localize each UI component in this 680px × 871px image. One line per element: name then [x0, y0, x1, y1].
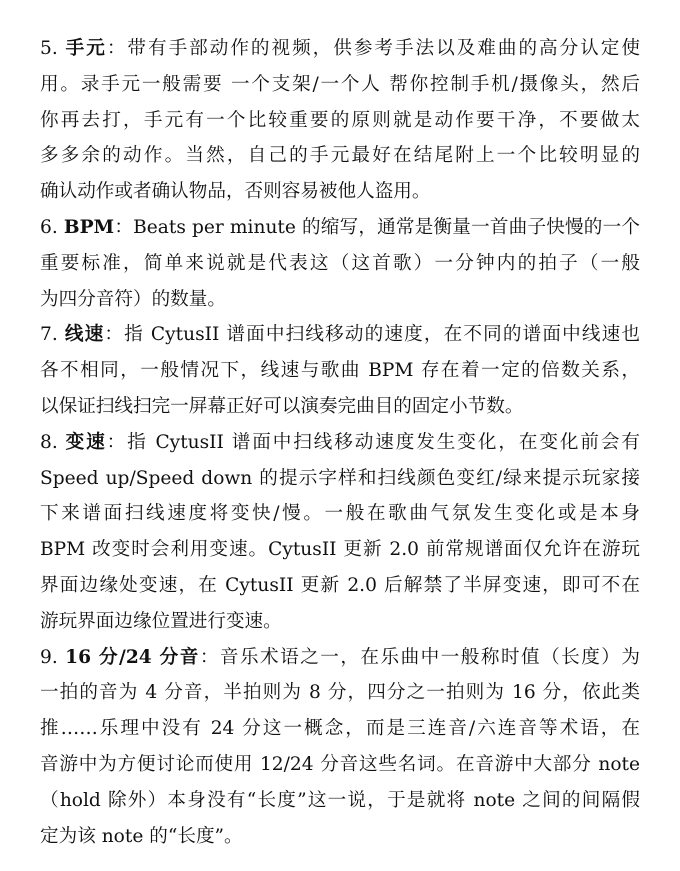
section-5-line-2: 用。录手元一般需要 一个支架/一个人 帮你控制手机/摄像头，然后	[40, 73, 640, 95]
section-9	[40, 640, 640, 855]
section-9-line-5: （hold 除外）本身没有“长度”这一说，于是就将 note 之间的间隔假	[40, 789, 640, 811]
section-5-line-5: 确认动作或者确认物品，否则容易被他人盗用。	[40, 181, 431, 203]
section-5-line-1	[40, 31, 640, 67]
section-number: 6.	[40, 216, 58, 238]
section-term: 16 分/24 分音	[65, 646, 200, 668]
section-text: ：Beats per minute 的缩写，通常是衡量一首曲子快慢的一个	[114, 216, 640, 238]
section-5-line-3: 你再去打，手元有一个比较重要的原则就是动作要干净，不要做太	[40, 109, 640, 131]
section-number: 5.	[40, 38, 58, 59]
section-5-line-4: 多多余的动作。当然，自己的手元最好在结尾附上一个比较明显的	[40, 145, 640, 167]
section-term: 线速	[64, 324, 105, 346]
section-8-line-2: Speed up/Speed down 的提示字样和扫线颜色变红/绿来提示玩家接	[40, 467, 640, 489]
section-9-line-2: 一拍的音为 4 分音，半拍则为 8 分，四分之一拍则为 16 分，依此类	[40, 682, 640, 704]
section-text: ：指 CytusII 谱面中扫线移动的速度，在不同的谱面中线速也	[104, 324, 640, 346]
section-number: 9.	[40, 646, 58, 668]
section-8-line-6: 游玩界面边缘位置进行变速。	[40, 610, 282, 632]
section-9-line-1	[40, 640, 640, 676]
section-8-line-5: 界面边缘处变速，在 CytusII 更新 2.0 后解禁了半屏变速，即可不在	[40, 574, 640, 596]
section-term: BPM	[63, 216, 115, 238]
section-number: 8.	[40, 431, 58, 453]
section-text: ：音乐术语之一，在乐曲中一般称时值（长度）为	[199, 646, 640, 668]
section-text: ：指 CytusII 谱面中扫线移动速度发生变化，在变化前会有	[106, 431, 640, 453]
section-8-line-1	[40, 425, 640, 461]
section-6-line-3: 为四分音符）的数量。	[40, 288, 226, 310]
section-6-line-2: 重要标准，简单来说就是代表这（这首歌）一分钟内的拍子（一般	[40, 252, 640, 274]
section-9-line-4: 音游中为方便讨论而使用 12/24 分音这些名词。在音游中大部分 note	[40, 753, 640, 775]
section-text: ：带有手部动作的视频，供参考手法以及难曲的高分认定使	[106, 38, 640, 59]
section-7	[40, 317, 640, 424]
section-8	[40, 425, 640, 640]
section-7-line-1	[40, 317, 640, 353]
section-7-line-2: 各不相同，一般情况下，线速与歌曲 BPM 存在着一定的倍数关系，	[40, 360, 640, 382]
section-5	[40, 31, 640, 210]
section-8-line-4: BPM 改变时会利用变速。CytusII 更新 2.0 前常规谱面仅允许在游玩	[40, 539, 640, 561]
section-8-line-3: 下来谱面扫线速度将变快/慢。一般在歌曲气氛发生变化或是本身	[40, 503, 640, 525]
section-term: 手元	[65, 38, 107, 59]
section-9-line-6: 定为该 note 的“长度”。	[40, 825, 243, 847]
section-7-line-3: 以保证扫线扫完一屏幕正好可以演奏完曲目的固定小节数。	[40, 395, 524, 417]
section-6-line-1	[40, 210, 640, 246]
section-number: 7.	[40, 324, 58, 346]
section-9-line-3: 推……乐理中没有 24 分这一概念，而是三连音/六连音等术语，在	[40, 718, 640, 740]
section-term: 变速	[65, 431, 107, 453]
section-6	[40, 210, 640, 317]
document-body	[40, 31, 640, 854]
